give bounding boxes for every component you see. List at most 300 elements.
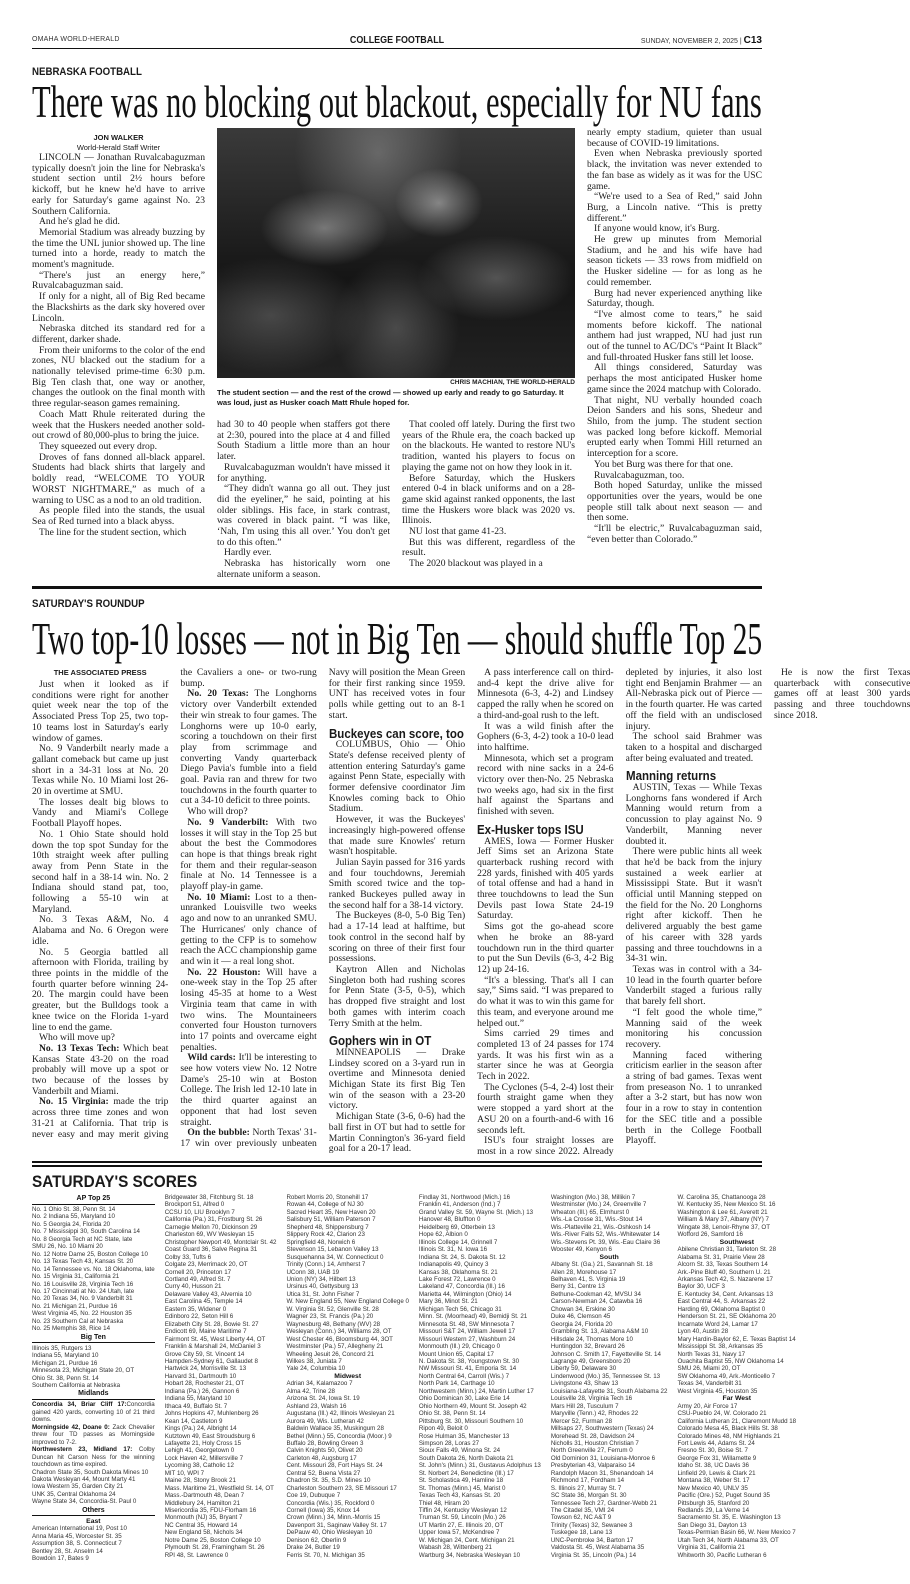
score-line: Hobart 28, Rochester 21, OT xyxy=(164,1380,245,1388)
score-line: Hope 62, Albion 0 xyxy=(418,1231,468,1239)
score-line: Simpson 28, Loras 27 xyxy=(418,1439,480,1447)
score-note xyxy=(32,1446,155,1468)
score-line: Cent. Missouri 28, Fort Hays St. 24 xyxy=(286,1462,383,1470)
score-line: Indiana St. 24, S. Dakota St. 12 xyxy=(418,1253,506,1261)
score-line: Albany St. (Ga.) 21, Savannah St. 18 xyxy=(550,1261,653,1269)
score-line: Fort Lewis 44, Adams St. 24 xyxy=(677,1439,755,1447)
score-line: Thiel 48, Hiram 20 xyxy=(418,1499,470,1507)
score-line: SMU 26, Miami 20, OT xyxy=(677,1365,741,1373)
score-line: Arizona St. 24, Iowa St. 19 xyxy=(286,1395,360,1403)
scores-region-header: East xyxy=(86,1517,101,1525)
score-line: Lehigh 41, Georgetown 0 xyxy=(164,1447,235,1455)
score-line: Misericordia 35, FDU-Florham 16 xyxy=(164,1507,257,1515)
score-line: Ashland 23, Walsh 16 xyxy=(286,1402,347,1410)
score-line: Berry 31, Centre 13 xyxy=(550,1283,605,1291)
paragraph: “We're used to a Sea of Red,” said John Burg, a Lincoln native. “This is pretty different.” xyxy=(587,191,762,224)
score-line: Lafayette 21, Holy Cross 15 xyxy=(164,1439,242,1447)
score-line: Kansas 38, Oklahoma St. 21 xyxy=(418,1268,498,1276)
score-line: Franklin & Marshall 24, McDaniel 3 xyxy=(164,1343,261,1351)
paragraph: Nebraska ditched its standard red for a different, darker shade. xyxy=(32,323,205,345)
score-line: CSU-Pueblo 24, W. Colorado 21 xyxy=(677,1410,767,1418)
score-line: Grambling St. 13, Alabama A&M 10 xyxy=(550,1328,649,1336)
score-line: Ohio Northern 49, Mount St. Joseph 42 xyxy=(418,1402,527,1410)
score-line: Wabash 28, Wittenberg 21 xyxy=(418,1544,492,1552)
lead-in: No. 13 Texas Tech: xyxy=(39,1042,120,1054)
score-line: San Diego 31, Dayton 13 xyxy=(677,1521,747,1529)
score-line: Ark.-Pine Bluff 40, Southern U. 21 xyxy=(677,1268,771,1276)
score-line: Salisbury 51, William Paterson 7 xyxy=(286,1216,376,1224)
score-line: S. Illinois 27, Murray St. 7 xyxy=(550,1484,622,1492)
score-line: E. Kentucky 34, Cent. Arkansas 13 xyxy=(677,1290,774,1298)
score-line: Old Dominion 31, Louisiana-Monroe 6 xyxy=(550,1454,656,1462)
score-note-result: Concordia 34, Briar Cliff 17: xyxy=(32,1401,127,1409)
score-line: Brockport 51, Alfred 0 xyxy=(164,1201,225,1209)
score-line: Colorado Mines 48, NM Highlands 21 xyxy=(677,1432,781,1440)
score-line: Minnesota St. 48, SW Minnesota 7 xyxy=(418,1320,515,1328)
score-line: New Mexico 40, UNLV 35 xyxy=(677,1484,748,1492)
score-line: Lock Haven 42, Millersville 7 xyxy=(164,1454,244,1462)
score-line: RPI 48, St. Lawrence 0 xyxy=(164,1551,229,1559)
score-line: Ripon 49, Beloit 0 xyxy=(418,1425,468,1433)
paragraph: “They didn't wanna go all out. They just did the eyeliner,” he said, pointing at his older siblings. His face, in stark contrast, was covered in black paint. “I was like, ‘Nah, I'm using this all over.’ You don't get to do this often.” xyxy=(217,483,390,548)
score-line: Iowa Western 35, Garden City 21 xyxy=(32,1483,124,1491)
score-line: Coe 19, Dubuque 7 xyxy=(286,1492,341,1500)
score-line: Georgia 24, Florida 20 xyxy=(550,1320,613,1328)
score-line: Tiffin 24, Kentucky Wesleyan 12 xyxy=(418,1507,507,1515)
score-line: Utah Tech 34, North Alabama 33, OT xyxy=(677,1536,779,1544)
score-line: American International 19, Post 10 xyxy=(32,1525,127,1533)
score-line: Illinois St. 31, N. Iowa 16 xyxy=(418,1246,488,1254)
score-line: W. Michigan 24, Cent. Michigan 21 xyxy=(418,1536,515,1544)
score-line: Central 52, Buena Vista 27 xyxy=(286,1469,361,1477)
score-note-result: Northwestern 23, Midland 17: xyxy=(32,1446,133,1454)
paragraph: The losses dealt big blows to Vandy and Miami's College Football Playoff hopes. xyxy=(32,796,169,830)
lead-in: No. 20 Texas: xyxy=(187,688,249,700)
paragraph: Texas was in control with a 34-10 lead in the fourth quarter before Vanderbilt staged a furious rally that barely fell short. xyxy=(625,963,762,1008)
score-line: Union (NY) 34, Hilbert 13 xyxy=(286,1275,356,1283)
score-line: Ohio St. 38, Penn St. 14 xyxy=(32,1374,99,1382)
score-line: No. 8 Georgia Tech at NC State, late xyxy=(32,1235,133,1243)
score-line: West Chester 46, Bloomsburg 44, 3OT xyxy=(286,1335,393,1343)
score-line: No. 23 Southern Cal at Nebraska xyxy=(32,1317,124,1325)
score-line: Middlebury 24, Hamilton 21 xyxy=(164,1499,241,1507)
lead-in: No. 22 Houston: xyxy=(187,966,261,978)
paragraph: Just when it looked as if conditions were right for another quiet week near the top of the Associated Press Top 25, two top-10 teams lost in Saturday's early window of games. xyxy=(32,679,169,744)
paragraph: Before Saturday, which the Huskers entered 0-4 in black uniforms and on a 28-game skid against ranked opponents, the last time the Huskers wore black was 2020 vs. Illinois. xyxy=(402,472,575,527)
score-note-text: Colby Duncan hit Carson Ness for the winning touchdown as time expired. xyxy=(32,1446,155,1469)
score-line: No. 17 Cincinnati at No. 24 Utah, late xyxy=(32,1287,135,1295)
paragraph: Nebraska has historically worn one alternate uniform a season. xyxy=(217,558,390,580)
score-line: Shepherd 48, Shippensburg 7 xyxy=(286,1223,369,1231)
paragraph: COLUMBUS, Ohio — Ohio State's defense received plenty of attention entering Saturday's game against Penn State, especially with former defensive coordinator Jim Knowles coming back to Ohio Stadium. xyxy=(328,739,466,815)
subheading: Ex-Husker tops ISU xyxy=(477,822,584,837)
score-line: W. Kentucky 35, New Mexico St. 16 xyxy=(677,1201,776,1209)
score-line: Northwestern (Minn.) 24, Martin Luther 17 xyxy=(418,1387,534,1395)
paragraph: He grew up minutes from Memorial Stadium, and he and his wife have had season tickets — 33 rows from midfield on the Husker sideline — for as long as he could remember. xyxy=(587,234,762,288)
score-line: Indiana 55, Maryland 10 xyxy=(164,1395,232,1403)
score-line: Lyon 40, Austin 28 xyxy=(677,1328,729,1336)
score-line: Wartburg 34, Nebraska Wesleyan 10 xyxy=(418,1551,521,1559)
score-line: Bethune-Cookman 42, MVSU 34 xyxy=(550,1290,641,1298)
paragraph: Kaytron Allen and Nicholas Singleton both had rushing scores for Penn State (3-5, 0-5), which has dropped five straight and lost both games with interim coach Terry Smith at the helm. xyxy=(328,963,466,1029)
score-line: Abilene Christian 31, Tarleton St. 28 xyxy=(677,1246,777,1254)
score-line: NW Missouri St. 41, Emporia St. 14 xyxy=(418,1365,517,1373)
score-line: Westminster (Pa.) 57, Allegheny 21 xyxy=(286,1343,384,1351)
score-line: Davenport 31, Saginaw Valley St. 17 xyxy=(286,1521,387,1529)
score-line: Delaware Valley 43, Alvernia 10 xyxy=(164,1290,252,1298)
paragraph: The Cyclones (5-4, 2-4) lost their fourth straight game when they were stopped a yard short at the ASU 20 on a fourth-and-6 with 16 seconds left. xyxy=(477,1081,614,1136)
scores-grid xyxy=(32,1194,797,1563)
score-line: No. 16 Louisville 28, Virginia Tech 16 xyxy=(32,1280,134,1288)
paragraph: ISU's four straight losses are most in a row since 2022. Already depleted by injuries, it also lost tight end Benjamin Brahmer — an All-Nebraska pick out of Pierce — in the fourth quarter. He was carted off the field with an undisclosed injury. xyxy=(477,667,762,1157)
score-line: Kutztown 49, East Stroudsburg 6 xyxy=(164,1432,256,1440)
score-line: Robert Morris 20, Stonehill 17 xyxy=(286,1194,369,1201)
paragraph-with-lead xyxy=(180,1053,316,1128)
score-line: Whitworth 30, Pacific Lutheran 6 xyxy=(677,1551,767,1559)
paragraph: The school said Brahmer was taken to a hospital and discharged after being evaluated and treated. xyxy=(625,731,762,764)
score-line: Denison 62, Oberlin 9 xyxy=(286,1536,347,1544)
score-line: Michigan 21, Purdue 16 xyxy=(32,1359,98,1367)
paragraph: But this was different, regardless of the result. xyxy=(402,536,575,559)
score-line: UNK 35, Central Oklahoma 24 xyxy=(32,1490,116,1498)
score-line: Charleston Southern 23, SE Missouri 17 xyxy=(286,1484,397,1492)
score-line: SMU 26, No. 10 Miami 20 xyxy=(32,1243,103,1251)
score-line: Curry 40, Husson 21 xyxy=(164,1283,222,1291)
scores-divider xyxy=(32,1161,762,1167)
score-line: Sioux Falls 49, Winona St. 24 xyxy=(418,1447,501,1455)
score-line: Mass.-Dartmouth 48, Dean 7 xyxy=(164,1492,245,1500)
paragraph: That night, NU verbally hounded coach Deion Sanders and his sons, Shedeur and Shilo, from the jump. The student section was packed long before kickoff. Memorial erupted early when Tommi Hill returned an interception for a score. xyxy=(587,394,762,460)
paragraph-continued: nearly empty stadium, quieter than usual because of COVID-19 limitations. xyxy=(587,127,762,149)
score-line: Westminster (Mo.) 24, Greenville 7 xyxy=(550,1201,647,1209)
paragraph: Coach Matt Rhule reiterated during the week that the Huskers needed another sold-out crowd of 80,000-plus to bring the juice. xyxy=(32,408,205,442)
score-line: Marietta 44, Wilmington (Ohio) 14 xyxy=(418,1290,512,1298)
score-line: Louisiana-Lafayette 31, South Alabama 22 xyxy=(550,1387,668,1395)
paragraph: Ruvalcabaguzman wouldn't have missed it for anything. xyxy=(217,461,390,484)
score-line: West Virginia 45, Houston 35 xyxy=(677,1387,758,1395)
page-masthead xyxy=(32,34,762,49)
paragraph: Who will drop? xyxy=(187,806,248,818)
score-line: Wis.-River Falls 52, Wis.-Whitewater 14 xyxy=(550,1231,660,1239)
score-line: Washington (Mo.) 38, Millikin 7 xyxy=(550,1194,636,1201)
score-line: Washington & Lee 61, Averett 21 xyxy=(677,1208,768,1216)
paragraph: All things considered, Saturday was perhaps the most anticipated Husker home game since the 2024 matchup with Colorado. xyxy=(587,362,762,395)
score-line: Mass. Maritime 21, Westfield St. 14, OT xyxy=(164,1484,274,1492)
score-line: Louisville 28, Virginia Tech 16 xyxy=(550,1395,633,1403)
score-line: Redlands 29, La Verne 14 xyxy=(677,1507,750,1515)
score-line: Endicott 69, Maine Maritime 7 xyxy=(164,1328,247,1336)
score-line: West Virginia 45, No. 22 Houston 35 xyxy=(32,1310,132,1318)
score-line: UNC-Pembroke 34, Barton 17 xyxy=(550,1536,634,1544)
score-line: Charleston 69, WV Wesleyan 15 xyxy=(164,1231,254,1239)
score-line: California Lutheran 21, Claremont Mudd 18 xyxy=(677,1417,797,1425)
score-line: Kings (Pa.) 24, Albright 14 xyxy=(164,1425,237,1433)
score-line: Cornell (Iowa) 35, Knox 14 xyxy=(286,1507,360,1515)
paragraph-text: Which beat Kansas State 43-20 on the road probably will move up a spot or two because of the losses by Vanderbilt and Miami. xyxy=(32,1042,169,1097)
paragraph: MINNEAPOLIS — Drake Lindsey scored on a 3-yard run in overtime and Minnesota denied Michigan State its first Big Ten win of the season with a 23-20 victory. xyxy=(328,1046,466,1112)
score-line: Texas 34, Vanderbilt 31 xyxy=(677,1380,742,1388)
score-line: Texas Tech 43, Kansas St. 20 xyxy=(418,1492,501,1500)
score-line: DePauw 40, Ohio Wesleyan 10 xyxy=(286,1529,373,1537)
score-line: Carleton 48, Augsburg 17 xyxy=(286,1454,357,1462)
score-line: Mary Hardin-Baylor 62, E. Texas Baptist 14 xyxy=(677,1335,796,1343)
byline-name: JON WALKER xyxy=(93,133,144,142)
score-line: The Citadel 35, VMI 24 xyxy=(550,1507,615,1515)
score-line: Missouri Western 27, Washburn 24 xyxy=(418,1335,516,1343)
story1-column-3 xyxy=(402,420,575,570)
score-line: Mercer 52, Furman 28 xyxy=(550,1417,613,1425)
paragraph-text: North Texas' 31-17 win over previously unbeaten Navy will position the Mean Green for their first ranking since 1959. UNT has received votes in four polls while getting out to an 8-1 start. xyxy=(180,667,466,1149)
score-line: Colgate 23, Merrimack 20, OT xyxy=(164,1261,248,1269)
score-line: Wingate 38, Lenoir-Rhyne 37, OT xyxy=(677,1223,770,1231)
score-line: St. Thomas (Minn.) 45, Marist 0 xyxy=(418,1484,506,1492)
score-line: MIT 10, WPI 7 xyxy=(164,1469,205,1477)
score-line: Cornell 20, Princeton 17 xyxy=(164,1268,232,1276)
score-line: Harding 69, Oklahoma Baptist 0 xyxy=(677,1305,766,1313)
score-line: East Carolina 45, Temple 14 xyxy=(164,1298,243,1306)
scores-column xyxy=(677,1194,796,1562)
paragraph: That cooled off lately. During the first two years of the Rhule era, the coach backed up on the blackouts. He wanted to restore NU's tradition, wanted his players to focus on playing the game not on how they look in it. xyxy=(402,419,575,473)
score-line: Illinois 35, Rutgers 13 xyxy=(32,1344,92,1352)
score-line: Randolph Macon 31, Shenandoah 14 xyxy=(550,1469,654,1477)
paragraph: Hardly ever. xyxy=(224,547,272,559)
story2-headline: Two top-10 losses — not in Big Ten — should shuffle Top 25 xyxy=(32,613,763,664)
date-and-page xyxy=(641,35,762,46)
score-line: Mary 36, Minot St. 21 xyxy=(418,1298,478,1306)
scores-region-header: Midwest xyxy=(334,1372,362,1380)
paragraph: No. 5 Georgia battled all afternoon with Florida, trailing by three points in the middle of the fourth quarter before winning 24-20. The margin could have been greater, but the Bulldogs took a knee twice on the Florida 1-yard line to end the game. xyxy=(32,946,169,1033)
paragraph-text: Will have a one-week stay in the Top 25 after losing 45-35 at home to a West Virginia team that came in with two wins. The Mountaineers converted four Houston turnovers into 17 points and overcame eight penalties. xyxy=(180,966,317,1053)
score-line: Baldwin Wallace 35, Muskingum 28 xyxy=(286,1425,384,1433)
score-line: Johnson C. Smith 17, Fayetteville St. 14 xyxy=(550,1350,661,1358)
score-line: W. New England 55, New England College 0 xyxy=(286,1298,409,1306)
score-line: NC Central 35, Howard 14 xyxy=(164,1521,238,1529)
story1-kicker: NEBRASKA FOOTBALL xyxy=(32,66,142,78)
score-line: Mount Union 65, Capital 17 xyxy=(418,1350,494,1358)
paragraph-text: Lost to a then-unranked Louisville two weeks ago and now to an unranked SMU. The Hurricanes' only chance of getting to the CFP is to somehow reach the ACC championship game and win it — a real long shot. xyxy=(180,891,317,967)
score-line: Crown (Minn.) 34, Minn.-Morris 15 xyxy=(286,1514,381,1522)
score-line: Tuskegee 18, Lane 13 xyxy=(550,1529,613,1537)
score-line: No. 2 Indiana 55, Maryland 10 xyxy=(32,1213,115,1221)
paragraph: A pass interference call on third-and-4 kept the drive alive for Minnesota (6-3, 4-2) and Lindsey capped the rally when he scored on a third-and-goal rush to the left. xyxy=(477,667,614,721)
scores-column xyxy=(419,1194,541,1562)
score-line: Notre Dame 25, Boston College 10 xyxy=(164,1536,261,1544)
score-line: No. 5 Georgia 24, Florida 20 xyxy=(32,1220,111,1228)
score-line: Ouachita Baptist 55, NW Oklahoma 14 xyxy=(677,1357,784,1365)
score-line: Idaho St. 38, UC Davis 36 xyxy=(677,1462,749,1470)
score-line: Nicholls 31, Houston Christian 7 xyxy=(550,1439,639,1447)
scores-section-header: Midlands xyxy=(32,1390,155,1400)
score-line: Aurora 49, Wis. Lutheran 42 xyxy=(286,1417,364,1425)
paragraph: Droves of fans donned all-black apparel. Students had black shirts that largely and boldly read, “WELCOME TO YOUR WORST NIGHTMARE,” as much of a warning to USC as a nod to an old tradition. xyxy=(32,451,205,506)
score-line: No. 14 Tennessee vs. No. 18 Oklahoma, late xyxy=(32,1265,155,1273)
score-line: No. 13 Texas Tech 43, Kansas St. 20 xyxy=(32,1258,134,1266)
paragraph: If only for a night, all of Big Red became the Blackshirts as the dark sky hovered over Lincoln. xyxy=(32,291,205,324)
paragraph: The line for the student section, which xyxy=(39,526,187,538)
score-line: Wesleyan (Conn.) 34, Williams 28, OT xyxy=(286,1328,392,1336)
score-line: Lagrange 49, Greensboro 20 xyxy=(550,1357,631,1365)
paragraph-text: With two losses it will stay in the Top 25 but about the best the Commodores can hope is that things break right for them and their regular-season finale at No. 14 Tennessee is a playoff play-in game. xyxy=(180,816,317,893)
score-line: William & Mary 37, Albany (NY) 7 xyxy=(677,1216,769,1224)
score-line: Ohio Dominican 30, Lake Erie 14 xyxy=(418,1395,510,1403)
score-line: No. 7 Mississippi 30, South Carolina 14 xyxy=(32,1228,140,1236)
score-line: Wheaton (Ill.) 65, Elmhurst 0 xyxy=(550,1208,630,1216)
paragraph: No. 3 Texas A&M, No. 4 Alabama and No. 6 Oregon were idle. xyxy=(32,914,169,947)
paragraph: Memorial Stadium was already buzzing by the time the UNL junior showed up. The line turned into a horde, ready to match the moment's magnitude. xyxy=(32,226,205,271)
score-line: Harvard 31, Dartmouth 10 xyxy=(164,1372,237,1380)
score-line: Missouri S&T 24, William Jewell 17 xyxy=(418,1328,516,1336)
photo-credit: CHRIS MACHIAN, THE WORLD-HERALD xyxy=(450,379,575,386)
score-line: Ursinus 40, Gettysburg 13 xyxy=(286,1283,359,1291)
paragraph: It was a wild finish after the Gophers (6-3, 4-2) took a 10-0 lead into halftime. xyxy=(477,720,614,753)
score-line: Wayne State 34, Concordia-St. Paul 0 xyxy=(32,1498,137,1506)
score-line: Rose Hulman 35, Manchester 13 xyxy=(418,1432,510,1440)
score-line: Assumption 38, S. Connecticut 7 xyxy=(32,1540,122,1548)
paragraph: LINCOLN — Jonathan Ruvalcabaguzman typically doesn't join the line for Nebraska's student section until 2½ hours before kickoff, but he knew he'd have to arrive early for Saturday's game against No. 23 Southern California. xyxy=(32,152,205,217)
lead-in: Wild cards: xyxy=(187,1052,236,1064)
score-line: Susquehanna 34, W. Connecticut 0 xyxy=(286,1253,384,1261)
paragraph: AMES, Iowa — Former Husker Jeff Sims set an Arizona State quarterback rushing record with 228 yards, finished with 405 yards of total offense and had a hand in three touchdowns to lead the Sun Devils past Iowa State 24-19 Saturday. xyxy=(477,835,614,922)
score-line: Waynesburg 48, Bethany (WV) 28 xyxy=(286,1320,381,1328)
story1-column-4 xyxy=(587,128,762,545)
score-line: Trinity (Conn.) 14, Amherst 7 xyxy=(286,1261,366,1269)
scores-column xyxy=(286,1194,408,1562)
score-line: Minnesota 23, Michigan State 20, OT xyxy=(32,1367,135,1375)
paragraph: He is now the first Texas quarterback with consecutive games off at least 300 yards passing and three touchdowns since 2018. xyxy=(773,667,910,721)
paragraph: “It's a blessing. That's all I can say,” Sims said. “I was prepared to do what it was to win this game for this team, and everyone around me helped out.” xyxy=(477,974,614,1029)
score-line: Anna Maria 45, Worcester St. 35 xyxy=(32,1532,122,1540)
paragraph: There were public hints all week that he'd be back from the injury sustained a week earlier at Mississippi State. But it wasn't official until Manning stepped on the field for the No. 20 Longhorns right after kickoff. Then he delivered arguably the best game of his career with 328 yards passing and three touchdowns in a 34-31 win. xyxy=(625,846,762,965)
paragraph: No. 9 Vanderbilt nearly made a gallant comeback but came up just short in a 34-31 loss at No. 20 Texas while No. 10 Miami lost 26-20 in overtime at SMU. xyxy=(32,743,169,798)
score-line: Calvin Knights 50, Olivet 20 xyxy=(286,1447,363,1455)
score-line: Fairmont St. 45, West Liberty 44, OT xyxy=(164,1335,266,1343)
score-line: Indianapolis 49, Quincy 3 xyxy=(418,1261,489,1269)
score-line: Chadron State 35, South Dakota Mines 10 xyxy=(32,1468,149,1476)
byline-title: World-Herald Staff Writer xyxy=(76,143,161,152)
score-line: Texas-Permian Basin 66, W. New Mexico 7 xyxy=(677,1529,796,1537)
scores-section-header: Others xyxy=(32,1507,155,1517)
paragraph: “There's just an energy here,” Ruvalcabaguzman said. xyxy=(32,269,205,292)
score-line: W. Carolina 35, Chattanooga 28 xyxy=(677,1194,766,1201)
score-line: Coast Guard 36, Salve Regina 31 xyxy=(164,1246,258,1254)
paragraph: You bet Burg was there for that one. xyxy=(594,458,734,470)
score-line: SW Oklahoma 49, Ark.-Monticello 7 xyxy=(677,1372,776,1380)
score-line: Elizabeth City St. 28, Bowie St. 27 xyxy=(164,1320,259,1328)
score-line: Wagner 23, St. Francis (Pa.) 20 xyxy=(286,1313,374,1321)
score-line: Bentley 28, St. Anselm 14 xyxy=(32,1547,103,1555)
score-line: Wofford 26, Samford 16 xyxy=(677,1231,743,1239)
paragraph-with-lead xyxy=(180,689,316,807)
score-line: Linfield 29, Lewis & Clark 21 xyxy=(677,1469,756,1477)
score-line: Christopher Newport 49, Montclair St. 42 xyxy=(164,1238,277,1246)
paragraph: Minnesota, which set a program record with nine sacks in a 24-6 victory over then-No. 25 Nebraska two weeks ago, had six in the first half against the Spartans and finished with seven. xyxy=(477,752,614,818)
story1-headline: There was no blocking out blackout, especially for NU fans xyxy=(32,76,762,127)
paragraph-with-lead xyxy=(180,968,316,1054)
paragraph: Both hoped Saturday, unlike the missed opportunities over the years, would be one people still talk about next season — and then some. xyxy=(587,480,762,524)
score-line: Morehead St. 28, Davidson 24 xyxy=(550,1432,635,1440)
subheading: Gophers win in OT xyxy=(328,1034,432,1049)
score-line: Monmouth (NJ) 35, Bryant 7 xyxy=(164,1514,243,1522)
score-line: Tennessee Tech 27, Gardner-Webb 21 xyxy=(550,1499,657,1507)
score-line: Eastern 35, Widener 0 xyxy=(164,1305,227,1313)
score-line: Indiana (Pa.) 26, Gannon 6 xyxy=(164,1387,240,1395)
score-line: Chowan 34, Erskine 30 xyxy=(550,1305,615,1313)
score-line: East Central 44, S. Arkansas 22 xyxy=(677,1298,766,1306)
score-line: No. 21 Michigan 21, Purdue 16 xyxy=(32,1302,118,1310)
story2-body xyxy=(32,667,910,1160)
score-note-text: Concordia gained 420 yards, converting 10 of 21 third downs. xyxy=(32,1401,155,1424)
paragraph: Manning faced withering criticism earlier in the season after a string of bad games. Texas went from preseason No. 1 to unranked after a 3-2 start, but has now won four in a row to stay in contention for the SEC title and a possible berth in the College Football Playoff. xyxy=(625,1049,762,1147)
score-line: Wis.-Stevens Pt. 39, Wis.-Eau Claire 36 xyxy=(550,1238,661,1246)
score-line: Alcorn St. 33, Texas Southern 14 xyxy=(677,1261,768,1269)
paragraph: They squeezed out every drop. xyxy=(39,440,158,452)
paragraph: Who will move up? xyxy=(39,1032,115,1044)
paragraph: Ruvalcabaguzman, too. xyxy=(594,469,685,481)
paragraph: Even when Nebraska previously sported black, the invitation was never extended to the fan base as widely as it was for the USC game. xyxy=(587,148,762,192)
score-line: Heidelberg 69, Otterbein 13 xyxy=(418,1223,495,1231)
score-line: Virginia 31, California 21 xyxy=(677,1544,745,1552)
score-line: Allen 28, Morehouse 17 xyxy=(550,1268,617,1276)
story1-column-2 xyxy=(217,420,390,581)
score-line: Wis.-La Crosse 31, Wis.-Stout 14 xyxy=(550,1216,643,1224)
score-line: Arkansas Tech 42, S. Nazarene 17 xyxy=(677,1275,773,1283)
scores-column xyxy=(165,1194,277,1562)
score-line: Minn. St. (Moorhead) 49, Bemidji St. 21 xyxy=(418,1313,528,1321)
score-line: Bowdoin 17, Bates 9 xyxy=(32,1555,89,1563)
score-line: Alma 42, Trine 28 xyxy=(286,1387,335,1395)
lead-in: On the bubble: xyxy=(187,1127,250,1139)
paragraph: Sims got the go-ahead score when he broke an 88-yard touchdown run in the third quarter to put the Sun Devils (6-3, 4-2 Big 12) up 24-16. xyxy=(477,921,614,975)
paragraph: However, it was the Buckeyes' increasingly high-powered offense that made sure Knowles' return wasn't hospitable. xyxy=(328,814,466,858)
score-line: Colorado Mesa 45, Black Hills St. 38 xyxy=(677,1425,778,1433)
issue-date: SUNDAY, NOVEMBER 2, 2025 xyxy=(640,38,738,45)
score-line: South Dakota 26, North Dakota 21 xyxy=(418,1454,514,1462)
score-line: Mars Hill 28, Tusculum 7 xyxy=(550,1402,619,1410)
score-line: Bridgewater 38, Fitchburg St. 18 xyxy=(164,1194,254,1201)
score-line: UT Martin 27, E. Illinois 20, OT xyxy=(418,1521,504,1529)
score-line: CCSU 10, LIU Brooklyn 7 xyxy=(164,1208,235,1216)
score-line: St. John's (Minn.) 31, Gustavus Adolphus 13 xyxy=(418,1462,541,1470)
score-line: Ohio St. 38, Penn St. 14 xyxy=(418,1410,486,1418)
score-line: Springfield 48, Norwich 6 xyxy=(286,1238,356,1246)
paragraph: And he's glad he did. xyxy=(39,216,120,228)
paragraph-text: made the trip across three time zones and won 31-21 at California. That trip is never easy and may merit giving the Cavaliers a one- or two-rung bump. xyxy=(32,667,317,1140)
score-line: No. 12 Notre Dame 25, Boston College 10 xyxy=(32,1250,148,1258)
photo-caption: The student section — and the rest of the crowd — showed up early and ready to go Saturday. It was loud, just as Husker coach Matt Rhule hoped for. xyxy=(217,388,564,407)
paragraph-with-lead xyxy=(32,1044,168,1098)
score-line: Liberty 59, Delaware 30 xyxy=(550,1365,617,1373)
score-line: Slippery Rock 42, Clarion 23 xyxy=(286,1231,365,1239)
score-line: Johns Hopkins 47, Muhlenberg 26 xyxy=(164,1410,259,1418)
score-line: Sacred Heart 35, New Haven 20 xyxy=(286,1208,376,1216)
score-line: Findlay 31, Northwood (Mich.) 16 xyxy=(418,1194,511,1201)
lead-in: No. 10 Miami: xyxy=(187,891,251,903)
score-line: Utica 31, St. John Fisher 7 xyxy=(286,1290,360,1298)
paragraph-with-lead xyxy=(180,893,316,968)
score-line: Hanover 48, Bluffton 0 xyxy=(418,1216,481,1224)
score-line: Hartwick 24, Morrisville St. 13 xyxy=(164,1365,247,1373)
score-line: North Park 14, Carthage 10 xyxy=(418,1380,495,1388)
score-line: N. Dakota St. 38, Youngstown St. 30 xyxy=(418,1357,520,1365)
score-line: Baylor 30, UCF 3 xyxy=(677,1283,725,1291)
score-line: Incarnate Word 24, Lamar 17 xyxy=(677,1320,758,1328)
score-line: Montana 38, Weber St. 17 xyxy=(677,1477,750,1485)
score-line: No. 1 Ohio St. 38, Penn St. 14 xyxy=(32,1206,116,1213)
section-divider xyxy=(32,586,762,589)
paragraph: “It'll be electric,” Ruvalcabaguzman said, “even better than Colorado.” xyxy=(587,523,762,545)
paragraph: If anyone would know, it's Burg. xyxy=(594,223,720,235)
score-line: Maine 28, Stony Brook 21 xyxy=(164,1477,236,1485)
